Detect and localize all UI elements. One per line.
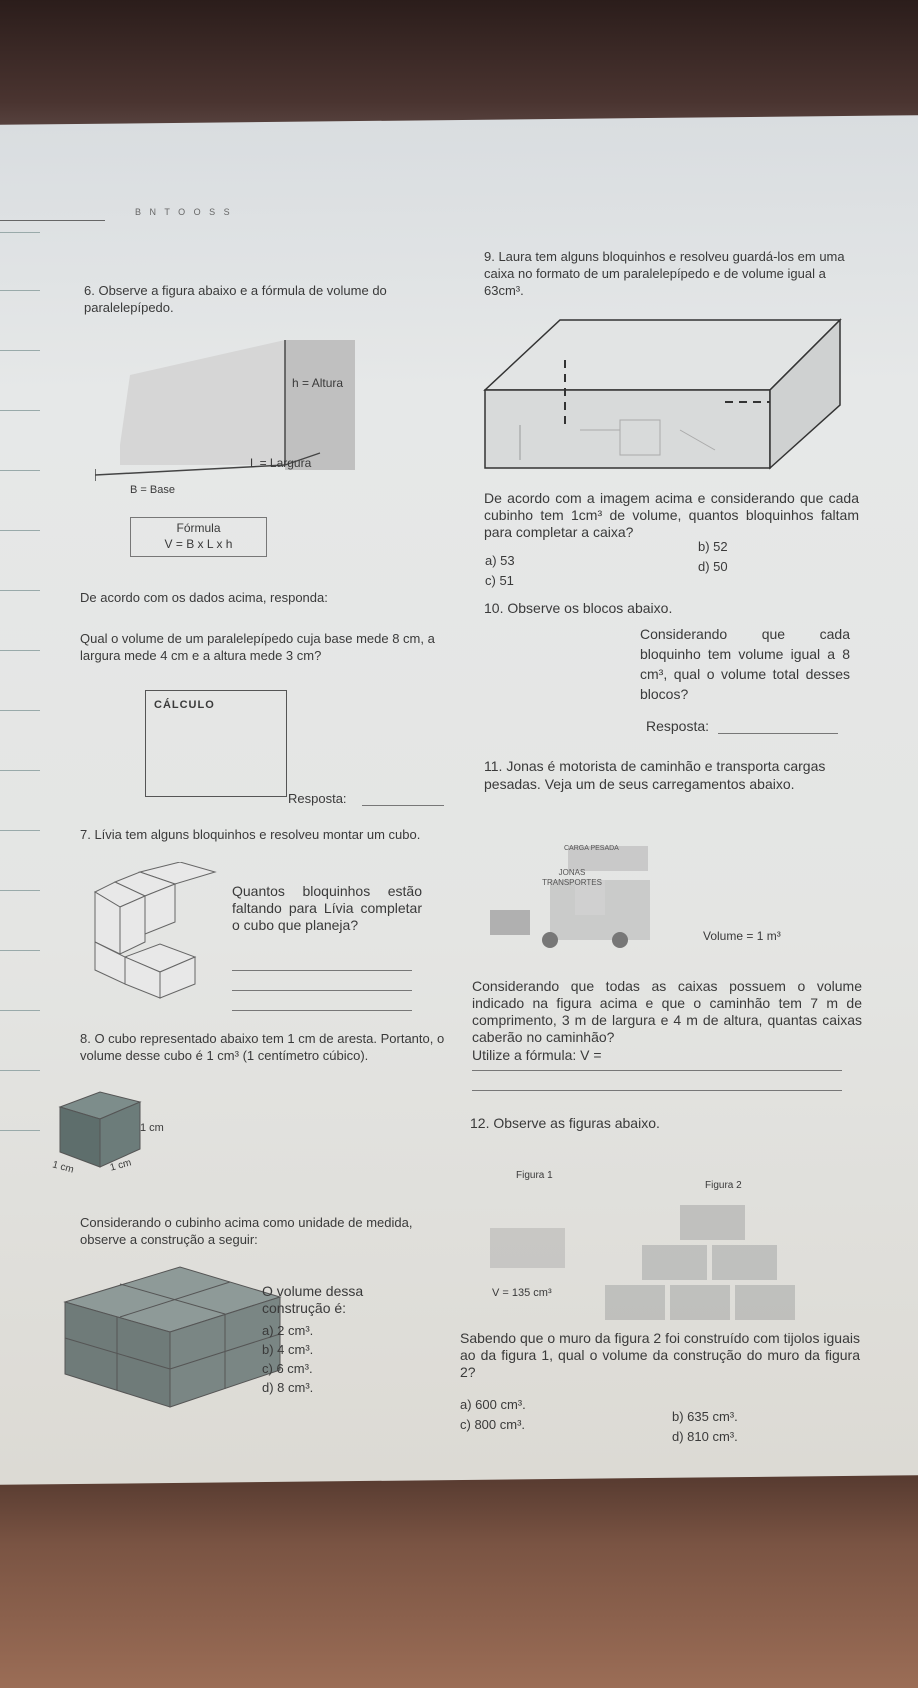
q11-volume-label: Volume = 1 m³: [703, 929, 781, 943]
q8-option-c[interactable]: c) 6 cm³.: [262, 1361, 313, 1376]
q12-wall-brick-5: [670, 1285, 730, 1320]
q11-answer-line-2[interactable]: [472, 1090, 842, 1091]
q8-prompt: 8. O cubo representado abaixo tem 1 cm de aresta. Portanto, o volume desse cubo é 1 cm³ (1 centímetro cúbico).: [80, 1031, 445, 1063]
label-base: B = Base: [130, 484, 175, 496]
formula-title: Fórmula: [176, 521, 221, 535]
label-width: L = Largura: [250, 456, 312, 470]
q11-question: Considerando que todas as caixas possuem o volume indicado na figura acima e que o caminhão tem 7 m de comprimento, 3 m de largura e 4 m de altura, quantas caixas caberão no caminhão?: [472, 978, 862, 1045]
q7-prompt: 7. Lívia tem alguns bloquinhos e resolveu montar um cubo.: [80, 827, 421, 842]
q6-answer-label: Resposta:: [288, 791, 347, 806]
q12-fig2-label: Figura 2: [705, 1180, 742, 1191]
formula-box: [130, 517, 267, 557]
q12-wall-brick-3: [712, 1245, 777, 1280]
q8-edge-right: 1 cm: [140, 1122, 164, 1134]
background-bottom: [0, 1450, 918, 1688]
header-logo: B N T O O S S: [135, 207, 233, 217]
q12-brick-fig1: [490, 1228, 565, 1268]
q12-option-c[interactable]: c) 800 cm³.: [460, 1417, 526, 1432]
q7-answer-line-2[interactable]: [232, 990, 412, 991]
q7-answer-line-1[interactable]: [232, 970, 412, 971]
q12-wall-brick-4: [605, 1285, 665, 1320]
q8-edge-left: 1 cm: [51, 1159, 75, 1176]
q9-option-b[interactable]: b) 52: [698, 539, 728, 554]
q12-wall-brick-2: [642, 1245, 707, 1280]
q11-prompt: 11. Jonas é motorista de caminhão e transporta cargas pesadas. Veja um de seus carregamentos abaixo.: [484, 758, 826, 792]
q8-consider: Considerando o cubinho acima como unidade de medida, observe a construção a seguir:: [80, 1215, 413, 1247]
q12-wall-brick-1: [680, 1205, 745, 1240]
q12-fig1-volume: V = 135 cm³: [492, 1287, 552, 1299]
q12-question: Sabendo que o muro da figura 2 foi construído com tijolos iguais ao da figura 1, qual o volume da construção do muro da figura 2?: [460, 1330, 860, 1380]
q6-calc-box[interactable]: [145, 690, 287, 797]
label-height: h = Altura: [292, 376, 344, 390]
q6-question: Qual o volume de um paralelepípedo cuja base mede 8 cm, a largura mede 4 cm e a altura mede 3 cm?: [80, 631, 435, 663]
q8-edge-front: 1 cm: [108, 1157, 133, 1174]
q8-option-a[interactable]: a) 2 cm³.: [262, 1323, 314, 1338]
q7-cubes-figure: [85, 862, 235, 1002]
q8-option-d[interactable]: d) 8 cm³.: [262, 1380, 314, 1395]
q9-question: De acordo com a imagem acima e considerando que cada cubinho tem 1cm³ de volume, quantos bloquinhos faltam para completar a caixa?: [484, 490, 859, 540]
q11-formula-hint: Utilize a fórmula: V =: [472, 1047, 602, 1063]
truck-sign-top: CARGA PESADA: [564, 845, 619, 852]
q9-prompt: 9. Laura tem alguns bloquinhos e resolveu guardá-los em uma caixa no formato de um paralelepípedo e de volume igual a 63cm³.: [484, 249, 845, 298]
q10-question: Considerando que cada bloquinho tem volume igual a 8 cm³, qual o volume total desses blocos?: [640, 626, 850, 702]
q10-answer-label: Resposta:: [646, 718, 710, 734]
q6-prompt: 6. Observe a figura abaixo e a fórmula de volume do paralelepípedo.: [84, 283, 387, 315]
q9-option-a[interactable]: a) 53: [485, 553, 515, 568]
truck-sign: JONAS TRANSPORTES: [542, 868, 602, 887]
q8-construction-figure: [60, 1262, 285, 1412]
q7-answer-line-3[interactable]: [232, 1010, 412, 1011]
formula-text: V = B x L x h: [164, 537, 233, 551]
q8-question: O volume dessa construção é:: [262, 1283, 364, 1316]
q10-prompt: 10. Observe os blocos abaixo.: [484, 600, 673, 616]
q9-option-c[interactable]: c) 51: [485, 573, 514, 588]
q12-option-b[interactable]: b) 635 cm³.: [672, 1409, 738, 1424]
q6-calc-label: CÁLCULO: [154, 699, 215, 711]
q12-option-a[interactable]: a) 600 cm³.: [460, 1397, 526, 1412]
q9-box-figure: [480, 310, 850, 480]
q11-truck-figure: [490, 840, 670, 960]
q10-answer-line[interactable]: [718, 733, 838, 734]
q6-prism-figure: [95, 335, 355, 495]
q6-instruction: De acordo com os dados acima, responda:: [80, 590, 328, 605]
q12-option-d[interactable]: d) 810 cm³.: [672, 1429, 738, 1444]
q6-answer-line[interactable]: [362, 805, 444, 806]
q9-option-d[interactable]: d) 50: [698, 559, 728, 574]
q7-question: Quantos bloquinhos estão faltando para Lívia completar o cubo que planeja?: [232, 883, 422, 933]
q12-wall-brick-6: [735, 1285, 795, 1320]
q12-fig1-label: Figura 1: [516, 1170, 553, 1181]
q11-answer-line-1[interactable]: [472, 1070, 842, 1071]
q12-prompt: 12. Observe as figuras abaixo.: [470, 1115, 660, 1131]
q8-option-b[interactable]: b) 4 cm³.: [262, 1342, 314, 1357]
